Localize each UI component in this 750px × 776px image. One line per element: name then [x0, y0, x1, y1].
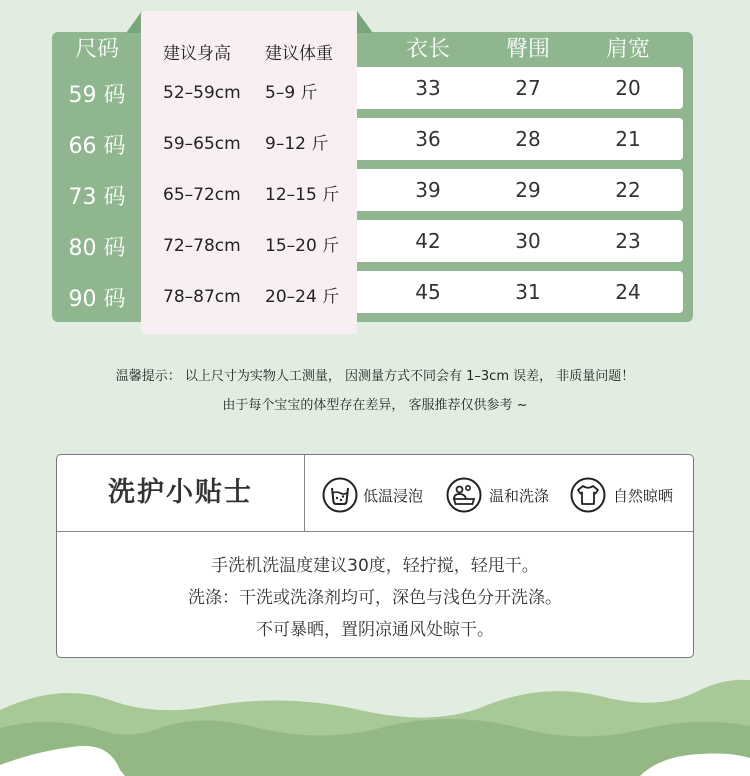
size-label: 73 码	[68, 185, 126, 210]
divider	[304, 455, 305, 531]
shoulder-value: 24	[615, 280, 641, 304]
weight-value: 20–24 斤	[265, 287, 340, 307]
height-value: 72–78cm	[163, 236, 241, 256]
weight-value: 12–15 斤	[265, 185, 340, 205]
care-label: 温和洗涤	[489, 487, 550, 505]
header-height: 建议身高	[163, 44, 231, 64]
table-row	[352, 67, 683, 109]
tab-notch-left	[126, 11, 142, 33]
length-value: 36	[415, 127, 441, 151]
table-row	[352, 220, 683, 262]
height-value: 65–72cm	[163, 185, 241, 205]
header-length: 衣长	[405, 37, 450, 62]
chest-value: 28	[515, 127, 541, 151]
care-label: 低温浸泡	[363, 487, 424, 505]
table-row	[352, 169, 683, 211]
care-label: 自然晾晒	[613, 487, 674, 505]
low-temp-soak-icon	[322, 477, 358, 513]
measurement-notice: 温馨提示： 以上尺寸为实物人工测量， 因测量方式不同会有 1–3cm 误差， 非质量问题！	[115, 369, 635, 384]
table-row	[352, 118, 683, 160]
shoulder-value: 22	[615, 178, 641, 202]
air-dry-icon	[570, 477, 606, 513]
care-tips-title: 洗护小贴士	[108, 477, 253, 508]
gentle-wash-icon	[446, 477, 482, 513]
care-instruction: 手洗机洗温度建议30度，轻拧搅，轻甩干。	[211, 556, 539, 576]
header-chest: 臀围	[505, 37, 550, 62]
header-shoulder: 肩宽	[605, 37, 650, 62]
size-label: 80 码	[68, 236, 126, 261]
chest-value: 30	[515, 229, 541, 253]
suggested-fit-column	[141, 11, 357, 334]
divider	[57, 531, 693, 532]
weight-value: 5–9 斤	[265, 83, 318, 103]
care-instruction: 不可暴晒，置阴凉通风处晾干。	[256, 620, 494, 640]
height-value: 59–65cm	[163, 134, 241, 154]
weight-value: 15–20 斤	[265, 236, 340, 256]
size-label: 90 码	[68, 287, 126, 312]
tab-notch-right	[357, 11, 373, 33]
shoulder-value: 21	[615, 127, 641, 151]
table-row	[352, 271, 683, 313]
header-weight: 建议体重	[265, 44, 333, 64]
length-value: 45	[415, 280, 441, 304]
length-value: 42	[415, 229, 441, 253]
length-value: 39	[415, 178, 441, 202]
shoulder-value: 20	[615, 76, 641, 100]
measurement-notice-2: 由于每个宝宝的体型存在差异， 客服推荐仅供参考 ~	[222, 398, 528, 413]
size-label: 66 码	[68, 134, 126, 159]
height-value: 52–59cm	[163, 83, 241, 103]
chest-value: 29	[515, 178, 541, 202]
height-value: 78–87cm	[163, 287, 241, 307]
chest-value: 31	[515, 280, 541, 304]
length-value: 33	[415, 76, 441, 100]
chest-value: 27	[515, 76, 541, 100]
size-label: 59 码	[68, 83, 126, 108]
care-tips-card	[56, 454, 694, 658]
decorative-wave	[0, 670, 750, 776]
header-size: 尺码	[74, 37, 119, 62]
shoulder-value: 23	[615, 229, 641, 253]
care-instruction: 洗涤：干洗或洗涤剂均可，深色与浅色分开洗涤。	[188, 588, 562, 608]
weight-value: 9–12 斤	[265, 134, 329, 154]
